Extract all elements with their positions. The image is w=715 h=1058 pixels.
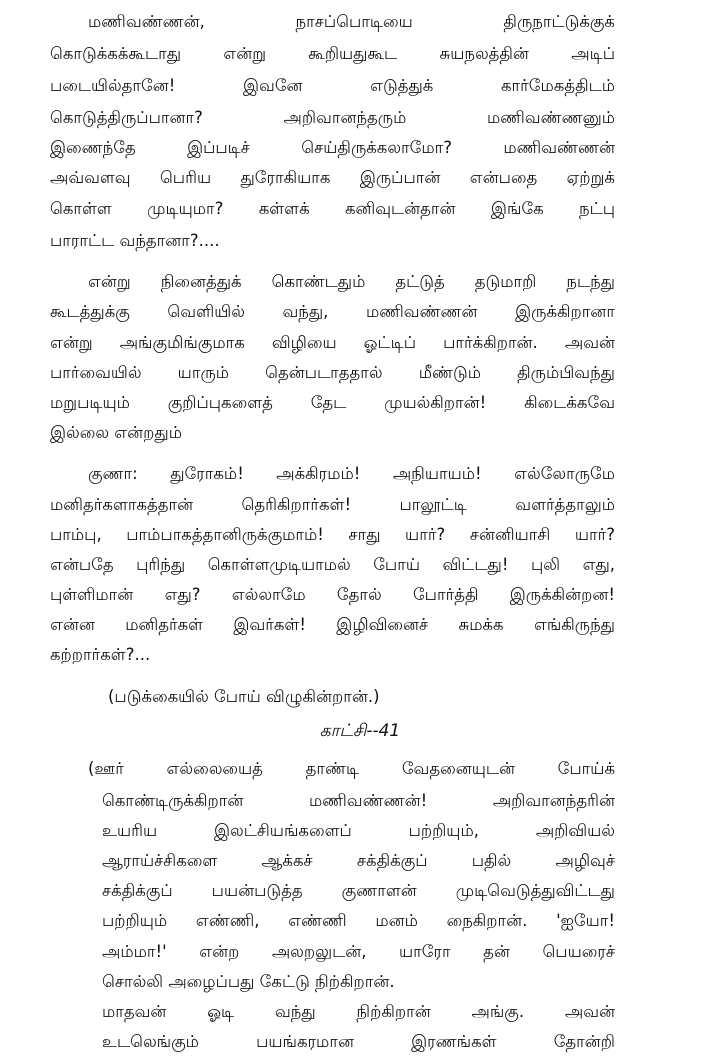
text-line: புள்ளிமான் எது? எல்லாமே தோல் போர்த்தி இருக்கின்றன! <box>50 585 615 605</box>
text-line: அவ்வளவு பெரிய துரோகியாக இருப்பான் என்பதை ஏற்றுக் <box>50 168 615 188</box>
text-line: என்று நினைத்துக் கொண்டதும் தட்டுத் தடுமாறி நடந்து <box>88 272 615 292</box>
text-line: பாராட்ட வந்தானா?.... <box>50 230 220 250</box>
text-line: சொல்லி அழைப்பது கேட்டு நிற்கிறான். <box>102 971 395 991</box>
text-line: இல்லை என்றதும் <box>50 423 182 443</box>
text-line: கற்றார்கள்?... <box>50 645 151 665</box>
text-line: என்று அங்குமிங்குமாக விழியை ஓட்டிப் பார்க்கிறான். அவன் <box>50 332 615 352</box>
text-line: கொடுக்கக்கூடாது என்று கூறியதுகூட சுயநலத்தின் அடிப் <box>50 44 615 64</box>
scene-heading: காட்சி--41 <box>319 720 401 741</box>
text-line: கொண்டிருக்கிறான் மணிவண்ணன்! அறிவானந்தரின் <box>102 790 615 810</box>
text-line: கூடத்துக்கு வெளியில் வந்து, மணிவண்ணன் இருக்கிறானா <box>50 302 615 322</box>
text-line: பற்றியும் எண்ணி, எண்ணி மனம் நைகிறான். 'ஐயோ! <box>102 911 615 931</box>
text-line: படையில்தானே! இவனே எடுத்துக் கார்மேகத்திடம் <box>50 76 615 96</box>
text-line: ஆராய்ச்சிகளை ஆக்கச் சக்திக்குப் பதில் அழிவுச் <box>102 851 615 870</box>
text-line: அம்மா!' என்ற அலறலுடன், யாரோ தன் பெயரைச் <box>102 941 615 961</box>
text-line: உடலெங்கும் பயங்கரமான இரணங்கள் தோன்றி <box>102 1032 615 1051</box>
text-line: மறுபடியும் குறிப்புகளைத் தேட முயல்கிறான்! கிடைக்கவே <box>50 392 615 412</box>
text-line: கொள்ள முடியுமா? கள்ளக் கனிவுடன்தான் இங்கே நட்பு <box>50 198 615 218</box>
text-line: பாம்பு, பாம்பாகத்தானிருக்குமாம்! சாது யார்? சன்னியாசி யார்? <box>50 524 615 544</box>
dialogue-line: குணா: துரோகம்! அக்கிரமம்! அநியாயம்! எல்லோருமே <box>88 464 615 484</box>
text-line: மனிதர்களாகத்தான் தெரிகிறார்கள்! பாலூட்டி வளர்த்தாலும் <box>50 494 615 514</box>
text-line: (ஊர் எல்லையைத் தாண்டி வேதனையுடன் போய்க் <box>88 758 615 778</box>
stage-direction: (படுக்கையில் போய் விழுகின்றான்.) <box>108 686 380 706</box>
text-line: கொடுத்திருப்பானா? அறிவானந்தரும் மணிவண்ணனும் <box>50 108 615 128</box>
text-line: உயரிய இலட்சியங்களைப் பற்றியும், அறிவியல் <box>102 820 615 840</box>
text-line: என்பதே புரிந்து கொள்ளமுடியாமல் போய் விட்டது! புலி எது, <box>50 554 615 574</box>
text-line: மணிவண்ணன், நாசப்பொடியை திருநாட்டுக்குக் <box>88 12 615 31</box>
text-line: மாதவன் ஓடி வந்து நிற்கிறான் அங்கு. அவன் <box>102 1001 615 1021</box>
text-line: என்ன மனிதர்கள் இவர்கள்! இழிவினைச் சுமக்க எங்கிருந்து <box>50 615 615 635</box>
text-line: பார்வையில் யாரும் தென்படாததால் மீண்டும் திரும்பிவந்து <box>50 362 615 382</box>
text-line: சக்திக்குப் பயன்படுத்த குணாளன் முடிவெடுத்துவிட்டது <box>102 881 615 901</box>
text-line: இணைந்தே இப்படிச் செய்திருக்கலாமோ? மணிவண்ணன் <box>50 138 615 158</box>
